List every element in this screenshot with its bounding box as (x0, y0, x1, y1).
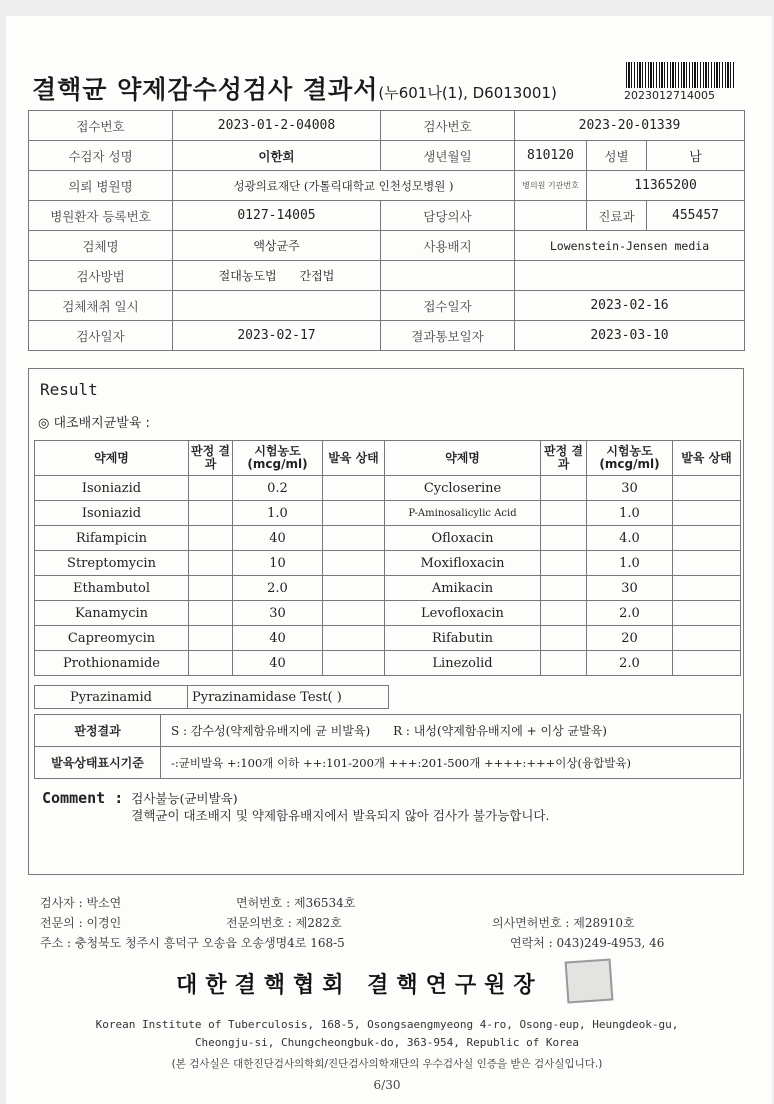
cell-judgement-2 (541, 601, 587, 626)
header-drug-name: 약제명 (35, 441, 189, 476)
table-row (35, 551, 741, 576)
cell-concentration: 40 (233, 651, 323, 676)
birth-date: 810120 (515, 141, 587, 171)
cell-growth (323, 626, 385, 651)
medium: Lowenstein-Jensen media (515, 231, 745, 261)
cell-growth-2 (673, 526, 741, 551)
cell-judgement-2 (541, 626, 587, 651)
comment-line-2: 결핵균이 대조배지 및 약제함유배지에서 발육되지 않아 검사가 불가능합니다. (131, 808, 550, 823)
drug-susceptibility-table (34, 440, 741, 676)
cell-concentration: 2.0 (233, 576, 323, 601)
cell-growth-2 (673, 501, 741, 526)
cell-drug-name-2: Cycloserine (385, 476, 541, 501)
cell-growth (323, 651, 385, 676)
cell-growth-2 (673, 601, 741, 626)
cell-concentration-2: 2.0 (587, 651, 673, 676)
table-row (35, 501, 741, 526)
control-growth-label: ◎ 대조배지균발육 : (38, 416, 150, 431)
method-cell (173, 261, 381, 291)
cell-drug-name: Isoniazid (35, 501, 189, 526)
reception-no: 2023-01-2-04008 (173, 111, 381, 141)
cell-drug-name: Streptomycin (35, 551, 189, 576)
cell-judgement-2 (541, 551, 587, 576)
growth-legend: -:균비발육 +:100개 이하 ++:101-200개 +++:201-500개 ++++:+++이상(융합발육) (161, 747, 741, 779)
header-judgement: 판정 결과 (189, 441, 233, 476)
report-date: 2023-03-10 (515, 321, 745, 351)
doctor-license: 의사면허번호 : 제28910호 (492, 916, 635, 930)
label-medium: 사용배지 (381, 231, 515, 261)
cell-concentration-2: 2.0 (587, 601, 673, 626)
header-concentration-2: 시험농도 (mcg/ml) (587, 441, 673, 476)
label-patient-name: 수검자 성명 (29, 141, 173, 171)
examiner-license: 면허번호 : 제36534호 (236, 896, 356, 910)
cell-judgement (189, 551, 233, 576)
pyrazinamid-label: Pyrazinamid (35, 686, 188, 709)
label-reception-no: 접수번호 (29, 111, 173, 141)
hospital-name: 성광의료재단 (가톨릭대학교 인천성모병원 ) (173, 171, 515, 201)
cell-growth-2 (673, 626, 741, 651)
label-specimen: 검체명 (29, 231, 173, 261)
form-code: (누601나(1), D6013001) (378, 84, 557, 102)
cell-judgement-2 (541, 651, 587, 676)
cell-drug-name-2: Linezolid (385, 651, 541, 676)
cell-judgement-2 (541, 476, 587, 501)
cell-growth-2 (673, 551, 741, 576)
cell-concentration: 10 (233, 551, 323, 576)
cell-concentration-2: 1.0 (587, 501, 673, 526)
table-row (35, 626, 741, 651)
cell-growth (323, 501, 385, 526)
label-hospital: 의뢰 병원명 (29, 171, 173, 201)
table-row (35, 526, 741, 551)
english-address-2: Cheongju-si, Chungcheongbuk-do, 363-954, Republic of Korea (194, 1036, 580, 1049)
cell-drug-name-2: P-Aminosalicylic Acid (385, 501, 541, 526)
label-department: 진료과 (587, 201, 647, 231)
cell-drug-name: Capreomycin (35, 626, 189, 651)
phone: 연락처 : 043)249-4953, 46 (510, 936, 665, 950)
label-patient-reg-no: 병원환자 등록번호 (29, 201, 173, 231)
document-title: 결핵균 약제감수성검사 결과서(누601나(1), D6013001) (32, 75, 557, 104)
cell-concentration-2: 30 (587, 576, 673, 601)
cell-concentration: 40 (233, 626, 323, 651)
method-absolute: 절대농도법 (218, 269, 277, 283)
cell-judgement (189, 626, 233, 651)
cell-growth (323, 601, 385, 626)
judgement-legend (161, 715, 741, 747)
institution-no: 11365200 (587, 171, 745, 201)
official-seal (565, 958, 614, 1003)
method-indirect: 간접법 (299, 269, 335, 283)
header-concentration: 시험농도 (mcg/ml) (233, 441, 323, 476)
label-institution-no: 병의원 기관번호 (515, 171, 587, 201)
certification-note: (본 검사실은 대한진단검사의학회/진단검사의학재단의 우수검사실 인증을 받은 검사실입니다.) (171, 1058, 603, 1070)
specialist-number: 전문의번호 : 제282호 (226, 916, 342, 930)
cell-concentration-2: 30 (587, 476, 673, 501)
doctor (515, 201, 587, 231)
cell-concentration: 1.0 (233, 501, 323, 526)
sex: 남 (647, 141, 745, 171)
specimen: 액상균주 (173, 231, 381, 261)
judgement-r: R : 내성(약제함유배지에 + 이상 균발육) (393, 724, 607, 738)
patient-name: 이한희 (173, 141, 381, 171)
cell-drug-name-2: Moxifloxacin (385, 551, 541, 576)
cell-judgement (189, 526, 233, 551)
result-title: Result (40, 380, 98, 399)
cell-judgement (189, 651, 233, 676)
cell-concentration-2: 4.0 (587, 526, 673, 551)
cell-concentration: 30 (233, 601, 323, 626)
label-sex: 성별 (587, 141, 647, 171)
header-judgement-2: 판정 결과 (541, 441, 587, 476)
examiner: 검사자 : 박소연 (40, 896, 122, 910)
cell-growth (323, 551, 385, 576)
cell-drug-name: Kanamycin (35, 601, 189, 626)
label-test-no: 검사번호 (381, 111, 515, 141)
cell-growth-2 (673, 576, 741, 601)
cell-drug-name-2: Rifabutin (385, 626, 541, 651)
collection-date (173, 291, 381, 321)
english-address-1: Korean Institute of Tuberculosis, 168-5, Osongsaengmyeong 4-ro, Osong-eup, Heungdeok-gu, (95, 1018, 679, 1031)
patient-info-table (28, 110, 745, 351)
cell-drug-name: Isoniazid (35, 476, 189, 501)
table-row (35, 651, 741, 676)
table-row (35, 476, 741, 501)
table-row (35, 601, 741, 626)
receipt-date: 2023-02-16 (515, 291, 745, 321)
patient-reg-no: 0127-14005 (173, 201, 381, 231)
growth-legend-label: 발육상태표시기준 (35, 747, 161, 779)
label-birth-date: 생년월일 (381, 141, 515, 171)
label-test-date: 검사일자 (29, 321, 173, 351)
pyrazinamidase-test: Pyrazinamidase Test( ) (188, 686, 389, 709)
judgement-legend-label: 판정결과 (35, 715, 161, 747)
method-empty-2 (515, 261, 745, 291)
cell-judgement-2 (541, 576, 587, 601)
method-empty-1 (381, 261, 515, 291)
cell-drug-name-2: Levofloxacin (385, 601, 541, 626)
cell-judgement (189, 476, 233, 501)
cell-judgement (189, 501, 233, 526)
cell-growth-2 (673, 651, 741, 676)
label-method: 검사방법 (29, 261, 173, 291)
cell-drug-name-2: Amikacin (385, 576, 541, 601)
cell-judgement-2 (541, 501, 587, 526)
label-doctor: 담당의사 (381, 201, 515, 231)
test-date: 2023-02-17 (173, 321, 381, 351)
comment-text (131, 790, 549, 824)
cell-concentration-2: 1.0 (587, 551, 673, 576)
table-row (35, 576, 741, 601)
cell-judgement (189, 576, 233, 601)
cell-growth (323, 576, 385, 601)
page-number: 6/30 (373, 1078, 401, 1092)
barcode-number: 2023012714005 (624, 89, 715, 102)
label-receipt-date: 접수일자 (381, 291, 515, 321)
cell-concentration-2: 20 (587, 626, 673, 651)
specialist: 전문의 : 이경인 (40, 916, 122, 930)
cell-growth (323, 476, 385, 501)
test-no: 2023-20-01339 (515, 111, 745, 141)
header-growth: 발육 상태 (323, 441, 385, 476)
legend-table (34, 714, 741, 779)
header-growth-2: 발육 상태 (673, 441, 741, 476)
comment-label: Comment : (42, 790, 124, 807)
barcode (626, 62, 734, 88)
cell-drug-name: Rifampicin (35, 526, 189, 551)
drug-table-header (35, 441, 741, 476)
cell-drug-name-2: Ofloxacin (385, 526, 541, 551)
cell-judgement (189, 601, 233, 626)
address: 주소 : 충청북도 청주시 흥덕구 오송읍 오송생명4로 168-5 (40, 936, 345, 950)
cell-concentration: 0.2 (233, 476, 323, 501)
label-collection-date: 검체채취 일시 (29, 291, 173, 321)
comment-block (42, 790, 549, 824)
department: 455457 (647, 201, 745, 231)
cell-growth (323, 526, 385, 551)
cell-drug-name: Ethambutol (35, 576, 189, 601)
pyrazinamide-row (34, 685, 389, 709)
organization-name: 대한결핵협회 결핵연구원장 (176, 973, 543, 998)
cell-drug-name: Prothionamide (35, 651, 189, 676)
label-report-date: 결과통보일자 (381, 321, 515, 351)
cell-concentration: 40 (233, 526, 323, 551)
comment-line-1: 검사불능(균비발육) (131, 791, 238, 806)
cell-growth-2 (673, 476, 741, 501)
judgement-s: S : 감수성(약제함유배지에 균 비발육) (171, 724, 371, 738)
cell-judgement-2 (541, 526, 587, 551)
header-drug-name-2: 약제명 (385, 441, 541, 476)
